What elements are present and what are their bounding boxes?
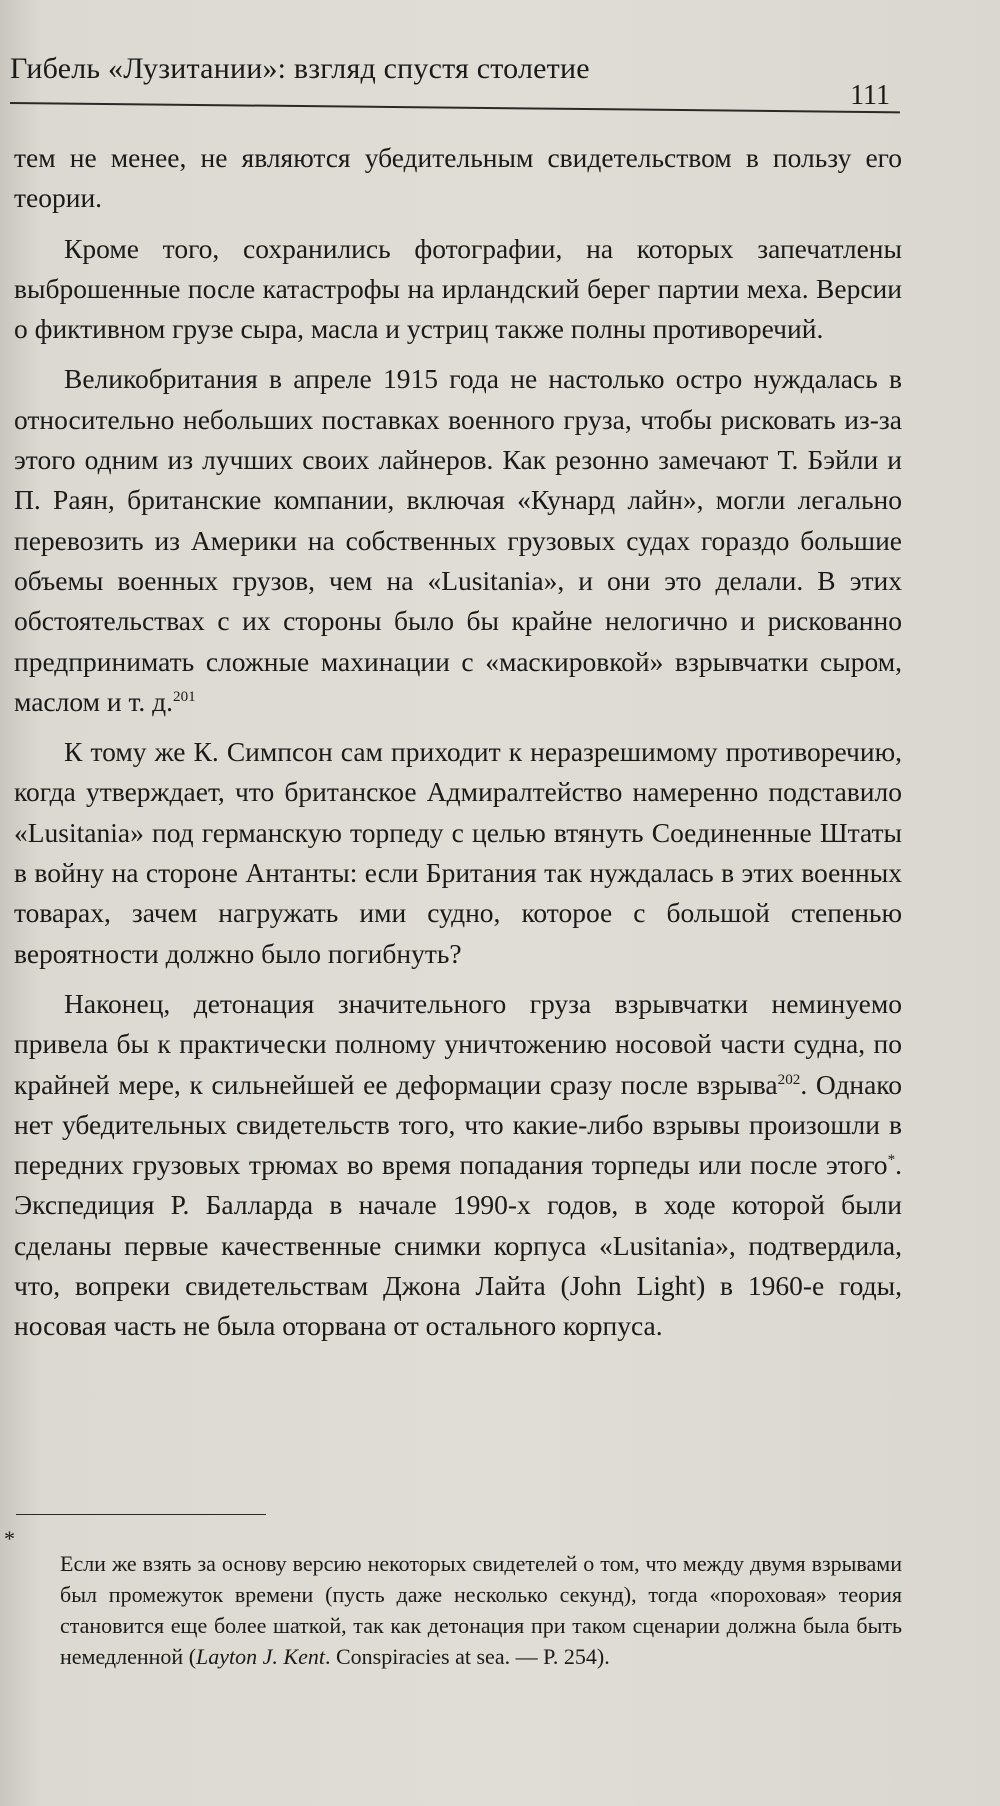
paragraph-3-text: Великобритания в апреле 1915 года не настолько остро нуждалась в относительно небольших поставках военного груза, чтобы рисковать из-за этого одним из лучших своих лайнеров. Как резонно замечают Т. Бэйли и П. Раян, британские компании, включая «Кунард лайн», могли легально перевозить из Америки на собственных грузовых судах гораздо большие объемы военных грузов, чем на «Lusitania», и они это делали. В этих обстоятельствах с их стороны было бы крайне нелогично и рискованно предпринимать сложные махинации с «маскировкой» взрывчатки сыром, маслом и т. д.	[14, 363, 902, 717]
footnote-text-a: Если же взять за основу версию некоторых свидетелей о том, что между двумя взрывами был промежуток времени (пусть даже несколько секунд), тогда «пороховая» теория становится еще более шаткой, так как детонация при таком сценарии должна была быть немедленной (	[60, 1551, 902, 1669]
footnote	[60, 1548, 902, 1672]
paragraph-5-text-b: . Однако нет убедительных свидетельств того, что какие-либо взрывы произошли в передних грузовых трюмах во время попадания торпеды или после этого	[14, 1068, 902, 1181]
footnote-rule	[16, 1514, 266, 1515]
running-title: Гибель «Лузитании»: взгляд спустя столетие	[10, 52, 590, 85]
paragraph-5-text-c: . Экспедиция Р. Балларда в начале 1990-х годов, в ходе которой были сделаны первые качественные снимки корпуса «Lusitania», подтвердила, что, вопреки свидетельствам Джона Лайта (John Light) в 1960-е годы, носовая часть не была оторвана от остального корпуса.	[14, 1149, 902, 1342]
page-number: 111	[850, 80, 890, 111]
running-head	[10, 46, 900, 111]
footnote-text	[60, 1548, 902, 1672]
paragraph-2: Кроме того, сохранились фотографии, на которых запечатлены выброшенные после катастрофы на ирландский берег партии меха. Версии о фиктивном грузе сыра, масла и устриц также полны противоречий.	[14, 232, 902, 345]
header-rule	[10, 102, 900, 113]
footnote-text-b: . Conspiracies at sea. — P. 254).	[324, 1644, 610, 1669]
footnote-author: Layton J. Kent	[196, 1644, 325, 1669]
footnote-mark: *	[4, 1526, 15, 1551]
endnote-ref-202: 202	[777, 1071, 801, 1088]
paragraph-5	[14, 984, 902, 1347]
paragraph-5-text-a: Наконец, детонация значительного груза взрывчатки неминуемо привела бы к практически полному уничтожению носовой части судна, по крайней мере, к сильнейшей ее деформации сразу после взрыва	[14, 987, 902, 1100]
footnote-ref-star: *	[887, 1151, 896, 1168]
paragraph-3	[14, 359, 902, 722]
endnote-ref-201: 201	[173, 688, 196, 705]
main-text	[14, 138, 902, 1357]
paragraph-4: К тому же К. Симпсон сам приходит к неразрешимому противоречию, когда утверждает, что британское Адмиралтейство намеренно подставило «Lusitania» под германскую торпеду с целью втянуть Соединенные Штаты в войну на стороне Антанты: если Британия так нуждалась в этих военных товарах, зачем нагружать ими судно, которое с большой степенью вероятности должно было погибнуть?	[14, 736, 902, 969]
paragraph-1: тем не менее, не являются убедительным свидетельством в пользу его теории.	[14, 142, 902, 214]
